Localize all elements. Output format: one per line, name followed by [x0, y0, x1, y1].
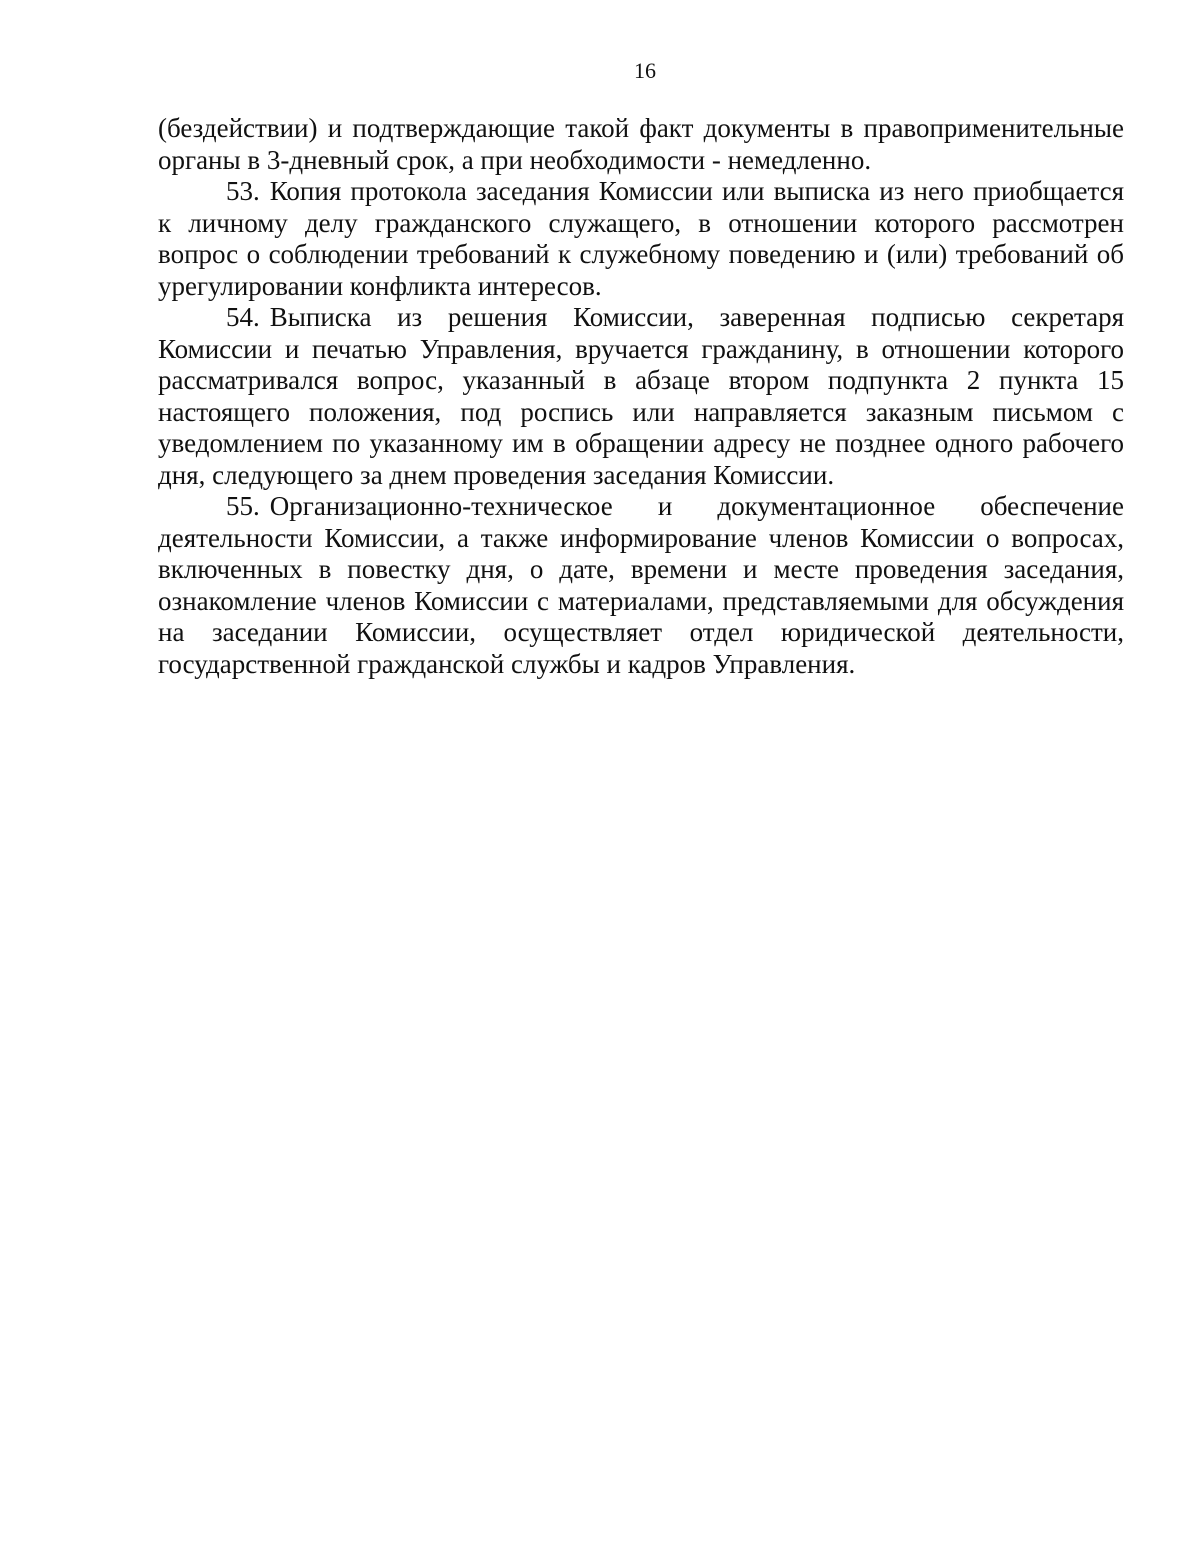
paragraph-text: Организационно-техническое и документационное обеспечение деятельности Комиссии, а также информирование членов Комиссии о вопросах, включенных в повестку дня, о дате, времени и месте проведения заседания, ознакомление членов Комиссии с материалами, представляемыми для обсуждения на заседании Комиссии, осуществляет отдел юридической деятельности, государственной гражданской службы и кадров Управления. [158, 491, 1124, 679]
document-body [158, 113, 1124, 680]
paragraph-number: 53. [226, 176, 260, 206]
paragraph-53 [158, 176, 1124, 302]
paragraph-55 [158, 491, 1124, 680]
paragraph-number: 55. [226, 491, 260, 521]
paragraph-number: 54. [226, 302, 260, 332]
paragraph-continuation [158, 113, 1124, 176]
page-number: 16 [634, 58, 656, 83]
paragraph-text: Выписка из решения Комиссии, заверенная подписью секретаря Комиссии и печатью Управления, вручается гражданину, в отношении которого рассматривался вопрос, указанный в абзаце втором подпункта 2 пункта 15 настоящего положения, под роспись или направляется заказным письмом с уведомлением по указанному им в обращении адресу не позднее одного рабочего дня, следующего за днем проведения заседания Комиссии. [158, 302, 1124, 490]
paragraph-54 [158, 302, 1124, 491]
paragraph-text: (бездействии) и подтверждающие такой факт документы в правоприменительные органы в 3-дневный срок, а при необходимости - немедленно. [158, 113, 1124, 175]
paragraph-text: Копия протокола заседания Комиссии или выписка из него приобщается к личному делу гражданского служащего, в отношении которого рассмотрен вопрос о соблюдении требований к служебному поведению и (или) требований об урегулировании конфликта интересов. [158, 176, 1124, 301]
